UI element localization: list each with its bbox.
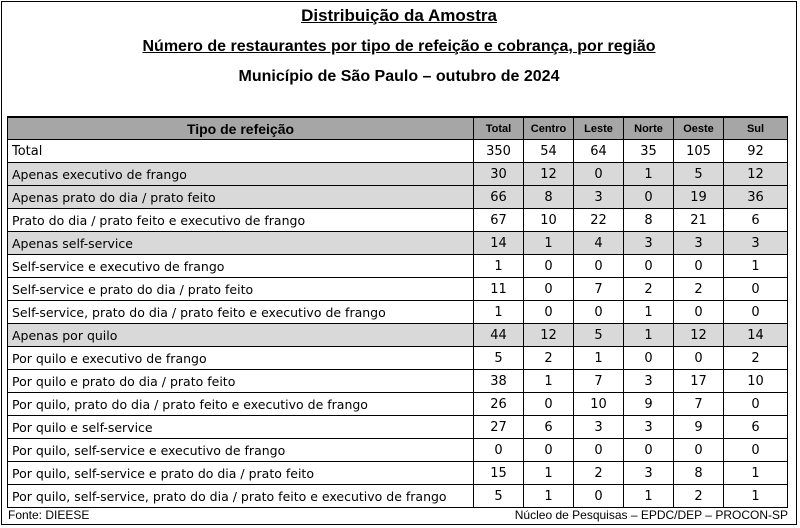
row-label: Self-service e executivo de frango	[8, 255, 474, 278]
cell-sul: 0	[724, 439, 788, 462]
column-header-total: Total	[474, 117, 524, 140]
cell-norte: 0	[624, 186, 674, 209]
row-label: Prato do dia / prato feito e executivo de frango	[8, 209, 474, 232]
cell-sul: 12	[724, 163, 788, 186]
table-row	[8, 209, 788, 232]
page-subtitle-location: Município de São Paulo – outubro de 2024	[238, 68, 560, 85]
cell-centro: 0	[524, 301, 574, 324]
table-row	[8, 439, 788, 462]
cell-oeste: 7	[674, 393, 724, 416]
cell-leste: 0	[574, 439, 624, 462]
cell-norte: 3	[624, 462, 674, 485]
cell-sul: 0	[724, 301, 788, 324]
cell-leste: 5	[574, 324, 624, 347]
row-label: Por quilo e prato do dia / prato feito	[8, 370, 474, 393]
cell-sul: 6	[724, 416, 788, 439]
cell-total: 30	[474, 163, 524, 186]
row-label: Apenas executivo de frango	[8, 163, 474, 186]
cell-norte: 1	[624, 301, 674, 324]
table-row	[8, 462, 788, 485]
row-label: Por quilo e executivo de frango	[8, 347, 474, 370]
cell-norte: 8	[624, 209, 674, 232]
cell-sul: 1	[724, 462, 788, 485]
cell-norte: 1	[624, 324, 674, 347]
cell-oeste: 17	[674, 370, 724, 393]
cell-oeste: 2	[674, 485, 724, 508]
cell-leste: 0	[574, 485, 624, 508]
cell-norte: 1	[624, 485, 674, 508]
row-label: Apenas self-service	[8, 232, 474, 255]
cell-leste: 0	[574, 255, 624, 278]
cell-norte: 3	[624, 232, 674, 255]
cell-sul: 1	[724, 485, 788, 508]
cell-sul: 2	[724, 347, 788, 370]
table-row	[8, 485, 788, 508]
cell-total: 350	[474, 140, 524, 163]
cell-oeste: 2	[674, 278, 724, 301]
cell-oeste: 21	[674, 209, 724, 232]
column-header-oeste: Oeste	[674, 117, 724, 140]
cell-centro: 2	[524, 347, 574, 370]
cell-total: 1	[474, 255, 524, 278]
row-label: Por quilo e self-service	[8, 416, 474, 439]
cell-centro: 1	[524, 485, 574, 508]
row-label: Por quilo, self-service, prato do dia / prato feito e executivo de frango	[8, 485, 474, 508]
row-label: Self-service, prato do dia / prato feito e executivo de frango	[8, 301, 474, 324]
cell-oeste: 3	[674, 232, 724, 255]
cell-centro: 1	[524, 462, 574, 485]
cell-centro: 8	[524, 186, 574, 209]
cell-norte: 0	[624, 255, 674, 278]
cell-oeste: 105	[674, 140, 724, 163]
cell-total: 15	[474, 462, 524, 485]
cell-oeste: 0	[674, 347, 724, 370]
table-row	[8, 278, 788, 301]
table-row	[8, 140, 788, 163]
table-row	[8, 347, 788, 370]
cell-centro: 1	[524, 232, 574, 255]
table-row	[8, 163, 788, 186]
table-row	[8, 416, 788, 439]
cell-total: 26	[474, 393, 524, 416]
cell-leste: 0	[574, 163, 624, 186]
cell-sul: 0	[724, 278, 788, 301]
column-header-norte: Norte	[624, 117, 674, 140]
cell-centro: 6	[524, 416, 574, 439]
cell-total: 0	[474, 439, 524, 462]
cell-norte: 0	[624, 347, 674, 370]
cell-leste: 7	[574, 370, 624, 393]
table-row	[8, 186, 788, 209]
cell-centro: 0	[524, 393, 574, 416]
cell-total: 5	[474, 347, 524, 370]
cell-leste: 0	[574, 301, 624, 324]
cell-total: 27	[474, 416, 524, 439]
cell-centro: 10	[524, 209, 574, 232]
cell-norte: 0	[624, 439, 674, 462]
cell-oeste: 12	[674, 324, 724, 347]
row-label: Self-service e prato do dia / prato feito	[8, 278, 474, 301]
table-header-row	[8, 117, 788, 140]
table-row	[8, 370, 788, 393]
table-body	[8, 140, 788, 508]
cell-oeste: 0	[674, 301, 724, 324]
cell-norte: 1	[624, 163, 674, 186]
table-row	[8, 232, 788, 255]
cell-total: 38	[474, 370, 524, 393]
cell-leste: 1	[574, 347, 624, 370]
column-header-sul: Sul	[724, 117, 788, 140]
cell-total: 66	[474, 186, 524, 209]
cell-norte: 9	[624, 393, 674, 416]
row-label: Total	[8, 140, 474, 163]
cell-total: 1	[474, 301, 524, 324]
cell-sul: 3	[724, 232, 788, 255]
cell-total: 14	[474, 232, 524, 255]
cell-oeste: 9	[674, 416, 724, 439]
page-subtitle: Número de restaurantes por tipo de refeição e cobrança, por região	[142, 38, 656, 55]
cell-sul: 10	[724, 370, 788, 393]
cell-centro: 12	[524, 163, 574, 186]
row-label: Por quilo, self-service e executivo de frango	[8, 439, 474, 462]
cell-total: 11	[474, 278, 524, 301]
cell-leste: 4	[574, 232, 624, 255]
cell-oeste: 0	[674, 439, 724, 462]
cell-leste: 7	[574, 278, 624, 301]
cell-total: 5	[474, 485, 524, 508]
column-header-tipo: Tipo de refeição	[8, 117, 474, 140]
cell-sul: 0	[724, 393, 788, 416]
column-header-centro: Centro	[524, 117, 574, 140]
cell-leste: 64	[574, 140, 624, 163]
cell-leste: 22	[574, 209, 624, 232]
cell-oeste: 5	[674, 163, 724, 186]
cell-centro: 1	[524, 370, 574, 393]
cell-centro: 12	[524, 324, 574, 347]
cell-leste: 10	[574, 393, 624, 416]
cell-total: 44	[474, 324, 524, 347]
cell-centro: 0	[524, 278, 574, 301]
cell-oeste: 0	[674, 255, 724, 278]
cell-leste: 2	[574, 462, 624, 485]
cell-leste: 3	[574, 416, 624, 439]
credit-note: Núcleo de Pesquisas – EPDC/DEP – PROCON-SP	[514, 508, 788, 522]
cell-norte: 35	[624, 140, 674, 163]
cell-centro: 54	[524, 140, 574, 163]
cell-centro: 0	[524, 439, 574, 462]
cell-sul: 6	[724, 209, 788, 232]
page-title: Distribuição da Amostra	[301, 6, 497, 25]
row-label: Apenas por quilo	[8, 324, 474, 347]
row-label: Por quilo, prato do dia / prato feito e executivo de frango	[8, 393, 474, 416]
cell-centro: 0	[524, 255, 574, 278]
cell-norte: 3	[624, 416, 674, 439]
row-label: Por quilo, self-service e prato do dia / prato feito	[8, 462, 474, 485]
cell-sul: 1	[724, 255, 788, 278]
cell-norte: 3	[624, 370, 674, 393]
row-label: Apenas prato do dia / prato feito	[8, 186, 474, 209]
cell-total: 67	[474, 209, 524, 232]
cell-oeste: 19	[674, 186, 724, 209]
cell-norte: 2	[624, 278, 674, 301]
table-row	[8, 324, 788, 347]
cell-sul: 36	[724, 186, 788, 209]
cell-sul: 14	[724, 324, 788, 347]
table-row	[8, 255, 788, 278]
table-row	[8, 301, 788, 324]
cell-sul: 92	[724, 140, 788, 163]
source-note: Fonte: DIEESE	[8, 508, 90, 522]
distribution-table	[7, 116, 788, 508]
cell-oeste: 8	[674, 462, 724, 485]
table-row	[8, 393, 788, 416]
cell-leste: 3	[574, 186, 624, 209]
column-header-leste: Leste	[574, 117, 624, 140]
